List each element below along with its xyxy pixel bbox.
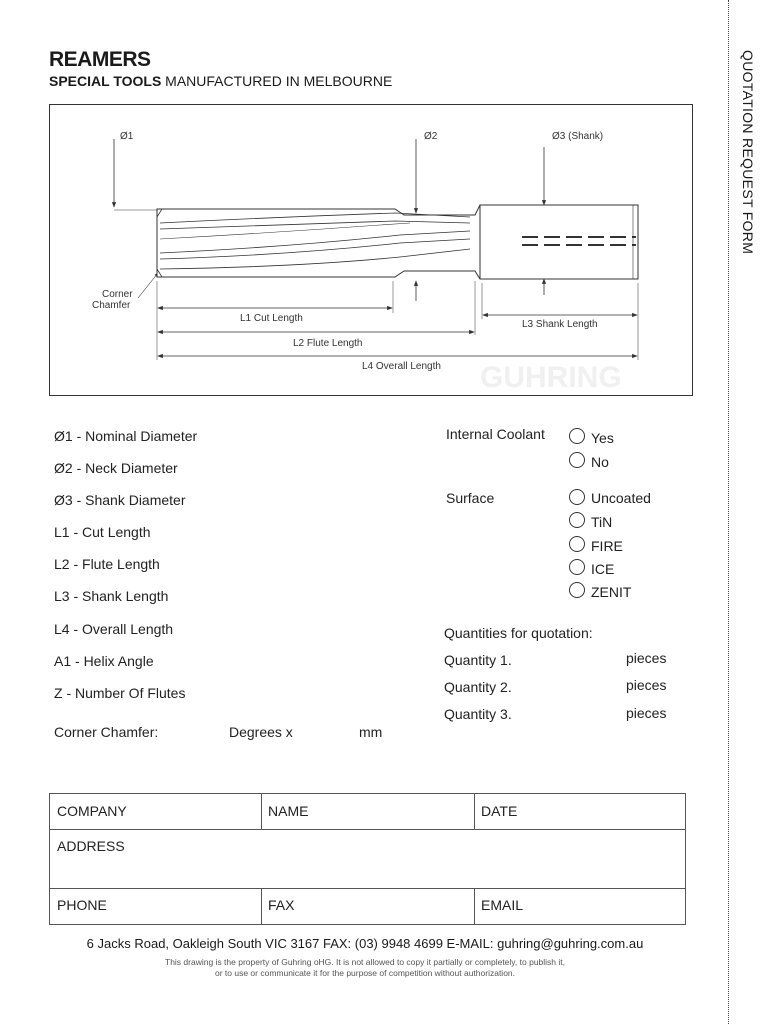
footer-note-line-2: or to use or communicate it for the purpose of competition without authorization. bbox=[214, 968, 516, 978]
date-cell[interactable]: DATE bbox=[481, 803, 518, 819]
surface-uncoated-radio[interactable] bbox=[569, 489, 585, 505]
corner-chamfer-degrees-label: Degrees x bbox=[229, 724, 293, 740]
helix-angle-field[interactable] bbox=[216, 647, 396, 665]
reamer-drawing-svg bbox=[50, 105, 694, 397]
field-label-helix-angle: A1 - Helix Angle bbox=[54, 653, 154, 669]
field-label-overall-length: L4 - Overall Length bbox=[54, 621, 174, 637]
coolant-no-radio[interactable] bbox=[569, 452, 585, 468]
quantity-1-unit: pieces bbox=[626, 650, 667, 666]
quantity-2-field[interactable] bbox=[524, 674, 620, 692]
flute-length-field[interactable] bbox=[216, 550, 396, 568]
shank-diameter-field[interactable] bbox=[216, 486, 396, 504]
surface-zenit-label: ZENIT bbox=[591, 584, 632, 600]
field-label-shank-diameter: Ø3 - Shank Diameter bbox=[54, 492, 186, 508]
corner-chamfer-label-1: Corner bbox=[102, 289, 133, 300]
corner-chamfer-label-2: Chamfer bbox=[92, 300, 131, 311]
neck-diameter-field[interactable] bbox=[216, 454, 396, 472]
l2-label: L2 Flute Length bbox=[293, 338, 363, 349]
coolant-no-label: No bbox=[591, 454, 609, 470]
field-label-cut-length: L1 - Cut Length bbox=[54, 524, 151, 540]
email-cell[interactable]: EMAIL bbox=[481, 897, 524, 913]
overall-length-field[interactable] bbox=[216, 615, 396, 633]
subtitle-rest: MANUFACTURED IN MELBOURNE bbox=[165, 73, 393, 89]
surface-uncoated-label: Uncoated bbox=[591, 490, 651, 506]
field-label-nominal-diameter: Ø1 - Nominal Diameter bbox=[54, 428, 198, 444]
surface-ice-radio[interactable] bbox=[569, 559, 585, 575]
coolant-yes-radio[interactable] bbox=[569, 428, 585, 444]
number-of-flutes-field[interactable] bbox=[216, 679, 396, 697]
surface-tin-radio[interactable] bbox=[569, 512, 585, 528]
quantity-1-field[interactable] bbox=[524, 647, 620, 665]
cut-length-field[interactable] bbox=[216, 518, 396, 536]
l3-label: L3 Shank Length bbox=[522, 319, 598, 330]
quantity-2-unit: pieces bbox=[626, 677, 667, 693]
footer-note bbox=[0, 957, 730, 979]
fax-cell[interactable]: FAX bbox=[268, 897, 295, 913]
corner-chamfer-unit: mm bbox=[359, 724, 383, 740]
table-divider bbox=[261, 794, 262, 829]
footer-note-line-1: This drawing is the property of Guhring oHG. It is not allowed to copy it partially or completely, to publish it, bbox=[165, 957, 565, 967]
field-label-shank-length: L3 - Shank Length bbox=[54, 588, 169, 604]
coolant-yes-label: Yes bbox=[591, 430, 614, 446]
surface-fire-label: FIRE bbox=[591, 538, 623, 554]
subtitle-bold: SPECIAL TOOLS bbox=[49, 73, 162, 89]
d3-label: Ø3 (Shank) bbox=[552, 131, 604, 142]
company-cell[interactable]: COMPANY bbox=[57, 803, 127, 819]
footer-address: 6 Jacks Road, Oakleigh South VIC 3167 FAX: (03) 9948 4699 E-MAIL: guhring@guhring.com.au bbox=[86, 936, 644, 951]
field-label-number-of-flutes: Z - Number Of Flutes bbox=[54, 685, 186, 701]
quantities-heading: Quantities for quotation: bbox=[444, 625, 593, 641]
internal-coolant-label: Internal Coolant bbox=[446, 426, 545, 442]
page-subtitle bbox=[49, 73, 392, 89]
page-title: REAMERS bbox=[49, 48, 151, 71]
side-title: QUOTATION REQUEST FORM bbox=[740, 50, 756, 255]
l1-label: L1 Cut Length bbox=[240, 313, 303, 324]
corner-chamfer-mm-field[interactable] bbox=[301, 721, 355, 739]
corner-chamfer-label: Corner Chamfer: bbox=[54, 724, 159, 740]
field-label-flute-length: L2 - Flute Length bbox=[54, 556, 160, 572]
table-divider bbox=[261, 888, 262, 924]
surface-ice-label: ICE bbox=[591, 561, 615, 577]
perforation-line bbox=[728, 0, 729, 1024]
quantity-3-unit: pieces bbox=[626, 705, 667, 721]
quantity-3-field[interactable] bbox=[524, 701, 620, 719]
surface-zenit-radio[interactable] bbox=[569, 582, 585, 598]
nominal-diameter-field[interactable] bbox=[216, 422, 396, 440]
quantity-3-label: Quantity 3. bbox=[444, 706, 512, 722]
table-divider bbox=[50, 829, 685, 830]
quantity-1-label: Quantity 1. bbox=[444, 652, 512, 668]
surface-label: Surface bbox=[446, 490, 495, 506]
table-divider bbox=[474, 794, 475, 829]
watermark-text: GUHRING bbox=[480, 361, 622, 394]
d2-label: Ø2 bbox=[424, 131, 438, 142]
corner-chamfer-degrees-field[interactable] bbox=[170, 721, 224, 739]
shank-length-field[interactable] bbox=[216, 582, 396, 600]
quantity-2-label: Quantity 2. bbox=[444, 679, 512, 695]
d1-label: Ø1 bbox=[120, 131, 134, 142]
table-divider bbox=[50, 888, 685, 889]
l4-label: L4 Overall Length bbox=[362, 361, 441, 372]
surface-tin-label: TiN bbox=[591, 514, 613, 530]
address-cell[interactable]: ADDRESS bbox=[57, 838, 125, 854]
table-divider bbox=[474, 888, 475, 924]
name-cell[interactable]: NAME bbox=[268, 803, 309, 819]
phone-cell[interactable]: PHONE bbox=[57, 897, 107, 913]
field-label-neck-diameter: Ø2 - Neck Diameter bbox=[54, 460, 178, 476]
reamer-drawing bbox=[49, 104, 693, 396]
contact-table bbox=[49, 793, 686, 925]
surface-fire-radio[interactable] bbox=[569, 536, 585, 552]
